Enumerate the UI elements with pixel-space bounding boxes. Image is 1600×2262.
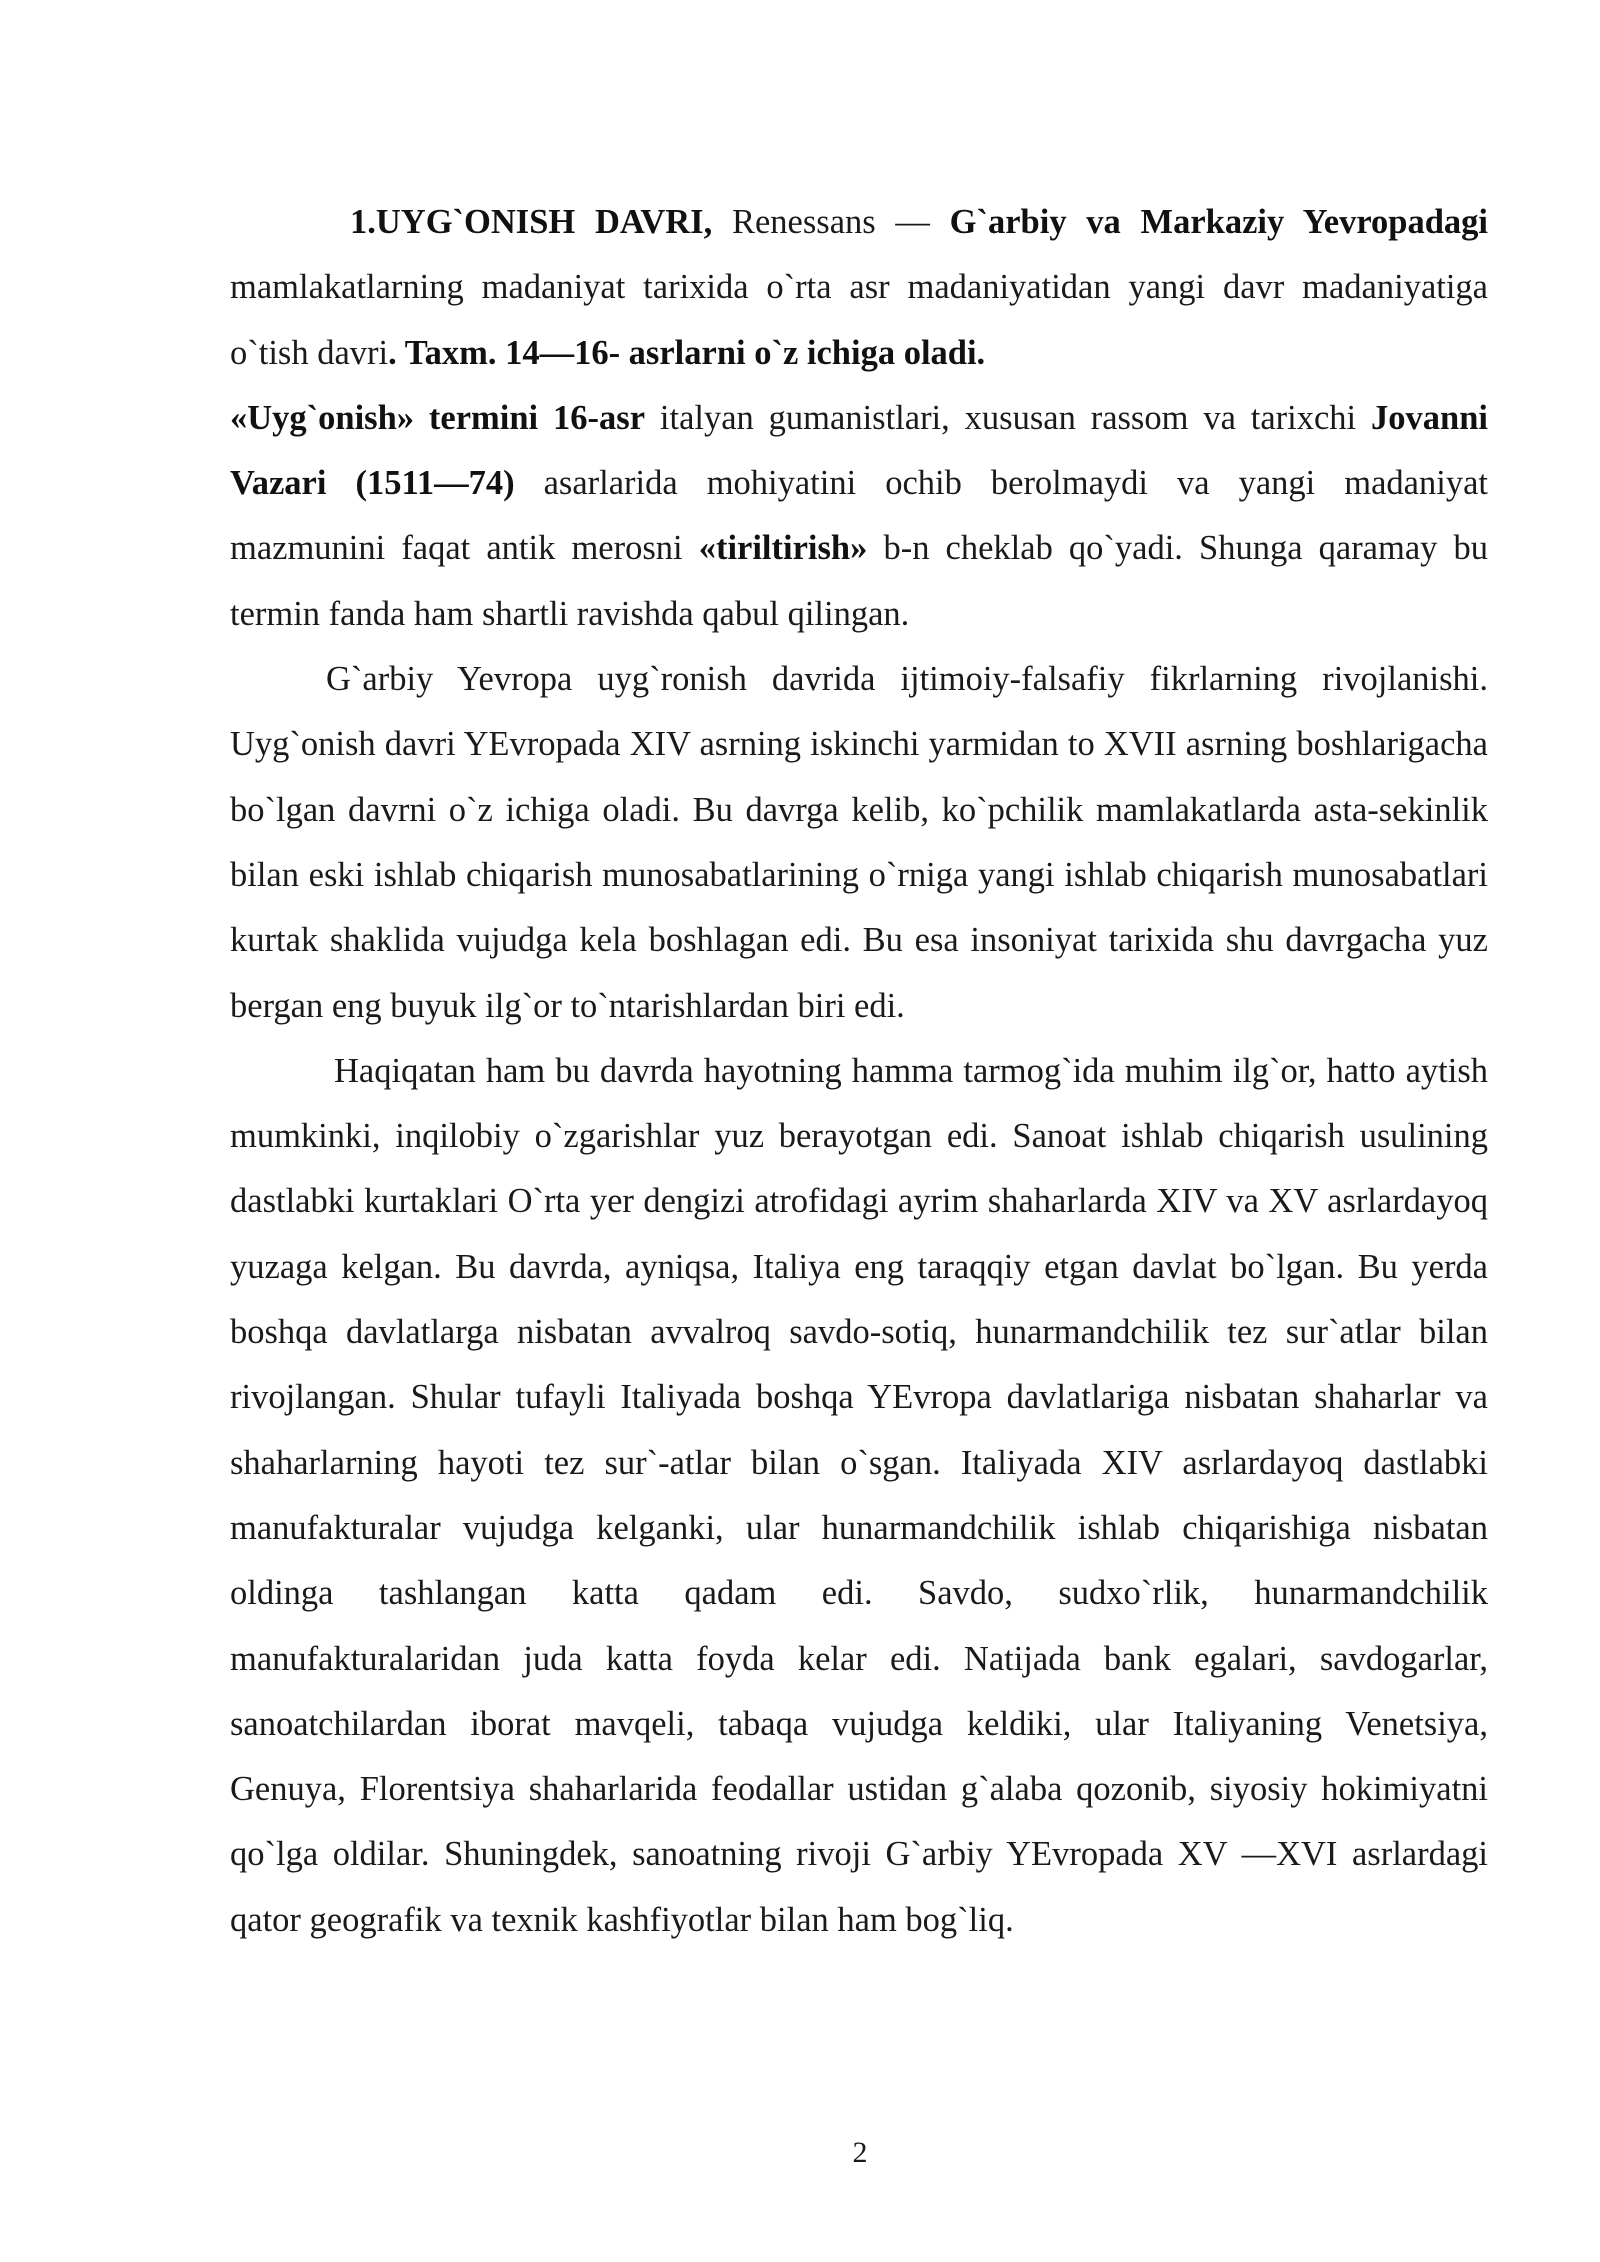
text-run: italyan gumanistlari, xususan rassom va tarixchi bbox=[645, 398, 1372, 437]
heading-title: 1.UYG`ONISH DAVRI, bbox=[350, 203, 713, 241]
bold-phrase: «Uyg`onish» termini 16-asr bbox=[230, 398, 646, 437]
paragraph-intro bbox=[230, 190, 1488, 386]
bold-phrase: «tiriltirish» bbox=[698, 529, 868, 568]
paragraph-term bbox=[230, 386, 1488, 647]
paragraph-western-europe: G`arbiy Yevropa uyg`ronish davrida ijtimoiy-falsafiy fikrlarning rivojlanishi. Uyg`onish davri YEvropada XIV asrning iskinchi yarmidan to XVII asrning boshlarigacha bo`lgan davrni o`z ichiga oladi. Bu davrga kelib, ko`pchilik mamlakatlarda asta-sekinlik bilan eski ishlab chiqarish munosabatlarining o`rniga yangi ishlab chiqarish munosabatlari kurtak shaklida vujudga kela boshlagan edi. Bu esa insoniyat tarixida shu davrgacha yuz bergan eng buyuk ilg`or to`ntarishlardan biri edi. bbox=[230, 660, 1488, 1025]
document-body bbox=[230, 190, 1488, 1953]
paragraph-italy: Haqiqatan ham bu davrda hayotning hamma tarmog`ida muhim ilg`or, hatto aytish mumkinki, inqilobiy o`zgarishlar yuz berayotgan edi. Sanoat ishlab chiqarish usulining dastlabki kurtaklari O`rta yer dengizi atrofidagi ayrim shaharlarda XIV va XV asrlardayoq yuzaga kelgan. Bu davrda, ayniqsa, Italiya eng taraqqiy etgan davlat bo`lgan. Bu yerda boshqa davlatlarga nisbatan avvalroq savdo-sotiq, hunarmandchilik tez sur`atlar bilan rivojlangan. Shular tufayli Italiyada boshqa YEvropa davlatlariga nisbatan shaharlar va shaharlarning hayoti tez sur`-atlar bilan o`sgan. Italiyada XIV asrlardayoq dastlabki manufakturalar vujudga kelganki, ular hunarmandchilik ishlab chiqarishiga nisbatan oldinga tashlangan katta qadam edi. Savdo, sudxo`rlik, hunarmandchilik manufakturalaridan juda katta foyda kelar edi. Natijada bank egalari, savdogarlar, sanoatchilardan iborat mavqeli, tabaqa vujudga keldiki, ular Italiyaning Venetsiya, Genuya, Florentsiya shaharlarida feodallar ustidan g`alaba qozonib, siyosiy hokimiyatni qo`lga oldilar. Shuningdek, sanoatning rivoji G`arbiy YEvropada XV —XVI asrlardagi qator geografik va texnik kashfiyotlar bilan ham bog`liq. bbox=[230, 1051, 1488, 1939]
bold-phrase: . Taxm. 14—16- asrlarni o`z ichiga oladi. bbox=[388, 333, 986, 372]
text-run: b-n cheklab qo`yadi. Shunga qaramay bu termin fanda ham shartli ravishda qabul qilingan. bbox=[230, 529, 1488, 633]
bold-phrase: Jovanni Vazari (1511—74) bbox=[230, 398, 1489, 503]
text-run: Renessans — bbox=[712, 203, 950, 241]
text-run: mamlakatlarning madaniyat tarixida o`rta asr madaniyatidan yangi davr madaniyatiga o`tish davri bbox=[230, 268, 1488, 372]
bold-phrase: G`arbiy va Markaziy Yevropadagi bbox=[949, 203, 1488, 241]
text-run: asarlarida mohiyatini ochib berolmaydi va yangi madaniyat mazmunini faqat antik merosni bbox=[230, 464, 1488, 568]
page-number: 2 bbox=[852, 2136, 868, 2169]
